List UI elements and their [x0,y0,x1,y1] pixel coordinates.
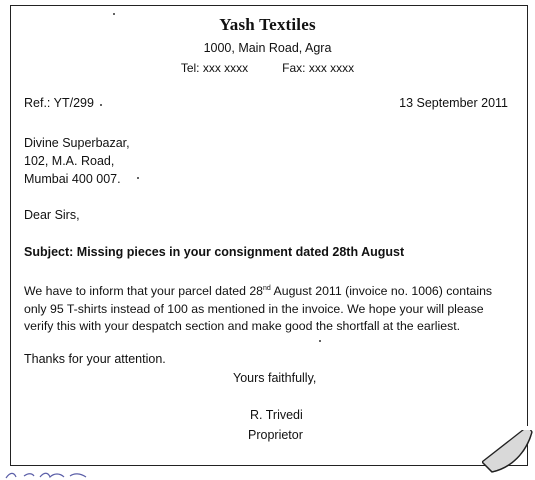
signer-name: R. Trivedi [250,408,303,422]
subject-line: Subject: Missing pieces in your consignment dated 28th August [24,245,405,259]
body-paragraph [24,283,524,336]
company-name: Yash Textiles [219,15,316,34]
pen-mark-icon [4,468,94,480]
body-line-1: We have to inform that your parcel dated 28nd August 2011 (invoice no. 1006) contains [24,284,493,298]
page-curl-icon [482,426,534,476]
company-address: 1000, Main Road, Agra [203,41,332,55]
speck [100,104,102,106]
company-contact [0,61,535,75]
salutation: Dear Sirs, [24,208,80,222]
company-tel: Tel: xxx xxxx [180,61,249,75]
recipient-line-2: 102, M.A. Road, [24,154,115,168]
recipient-line-1: Divine Superbazar, [24,136,130,150]
letter-date: 13 September 2011 [399,96,508,110]
reference-number: Ref.: YT/299 [24,96,94,110]
speck [137,177,139,179]
recipient-line-3: Mumbai 400 007. [24,172,121,186]
closing-line: Yours faithfully, [233,371,317,385]
speck [319,340,321,342]
company-fax: Fax: xxx xxxx [282,61,355,75]
speck [113,13,115,15]
body-line-2: only 95 T-shirts instead of 100 as mentioned in the invoice. We hope your will please [24,301,484,316]
body-line-3: verify this with your despatch section and make good the shortfall at the earliest. [24,319,461,333]
thanks-line: Thanks for your attention. [24,352,166,366]
signer-title: Proprietor [248,428,303,442]
